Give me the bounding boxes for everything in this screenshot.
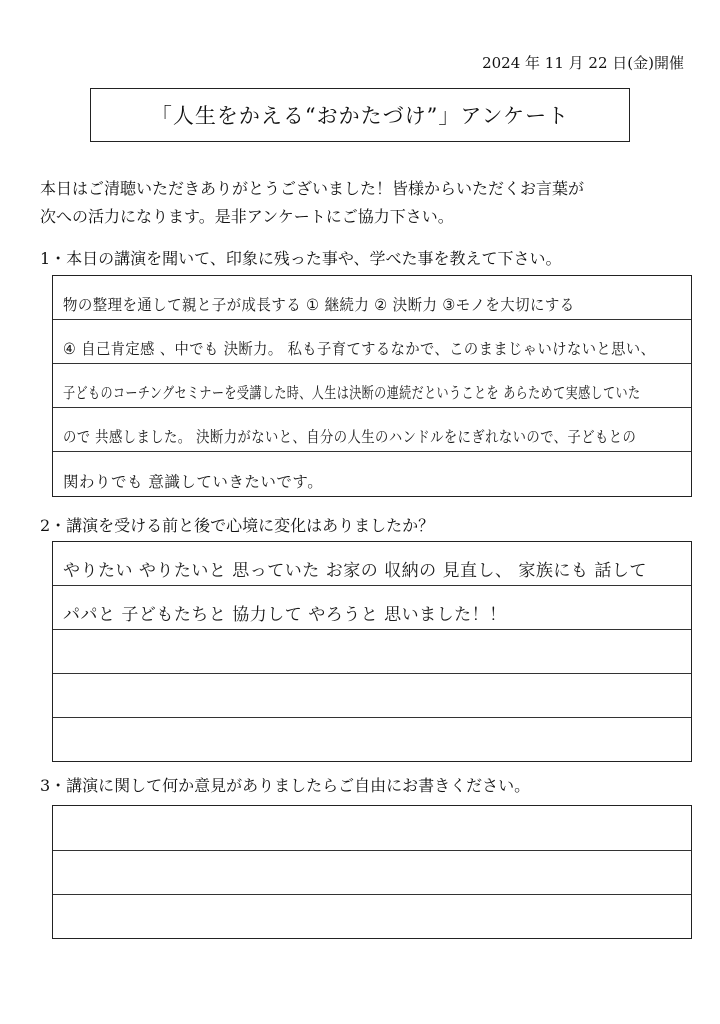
intro-line-2: 次への活力になります。是非アンケートにご協力下さい。	[40, 207, 454, 226]
page-title: 「人生をかえる“おかたづけ”」アンケート	[150, 104, 570, 128]
answer-line[interactable]	[53, 320, 691, 364]
handwritten-text: ④ 自己肯定感 、中でも 決断力。 私も子育てするなかで、このままじゃいけないと思い、	[63, 340, 656, 358]
answer-line[interactable]	[53, 630, 691, 674]
answer-line[interactable]	[53, 851, 691, 896]
answer-line[interactable]	[53, 276, 691, 320]
answer-box-3[interactable]	[52, 805, 692, 939]
answer-box-1[interactable]	[52, 275, 692, 497]
intro-line-1: 本日はご清聴いただきありがとうございました！皆様からいただくお言葉が	[40, 179, 585, 198]
answer-line[interactable]	[53, 364, 691, 408]
answer-line[interactable]	[53, 408, 691, 452]
answer-line[interactable]	[53, 452, 691, 496]
answer-line[interactable]	[53, 895, 691, 940]
intro-text	[40, 175, 690, 231]
event-date: 2024 年 11 月 22 日(金)開催	[482, 54, 684, 72]
question-2-label: 2・講演を受ける前と後で心境に変化はありましたか？	[40, 516, 435, 535]
handwritten-text: ので 共感しました。 決断力がないと、自分の人生のハンドルをにぎれないので、子どもとの	[63, 428, 637, 446]
handwritten-text: 物の整理を通して親と子が成長する ① 継続力 ② 決断力 ③モノを大切にする	[63, 296, 575, 314]
handwritten-text: 関わりでも 意識していきたいです。	[63, 473, 324, 491]
answer-line[interactable]	[53, 718, 691, 762]
question-1-label: 1・本日の講演を聞いて、印象に残った事や、学べた事を教えて下さい。	[40, 249, 562, 268]
answer-line[interactable]	[53, 542, 691, 586]
answer-box-2[interactable]	[52, 541, 692, 762]
title-box	[90, 88, 630, 142]
answer-line[interactable]	[53, 806, 691, 851]
handwritten-text: パパと 子どもたちと 協力して やろうと 思いました！！	[63, 605, 507, 625]
answer-line[interactable]	[53, 674, 691, 718]
handwritten-text: やりたい やりたいと 思っていた お家の 収納の 見直し、 家族にも 話して	[63, 561, 647, 581]
question-3-label: 3・講演に関して何か意見がありましたらご自由にお書きください。	[40, 776, 531, 795]
answer-line[interactable]	[53, 586, 691, 630]
handwritten-text: 子どものコーチングセミナーを受講した時、人生は決断の連続だということを あらためて実感していた	[63, 384, 641, 402]
